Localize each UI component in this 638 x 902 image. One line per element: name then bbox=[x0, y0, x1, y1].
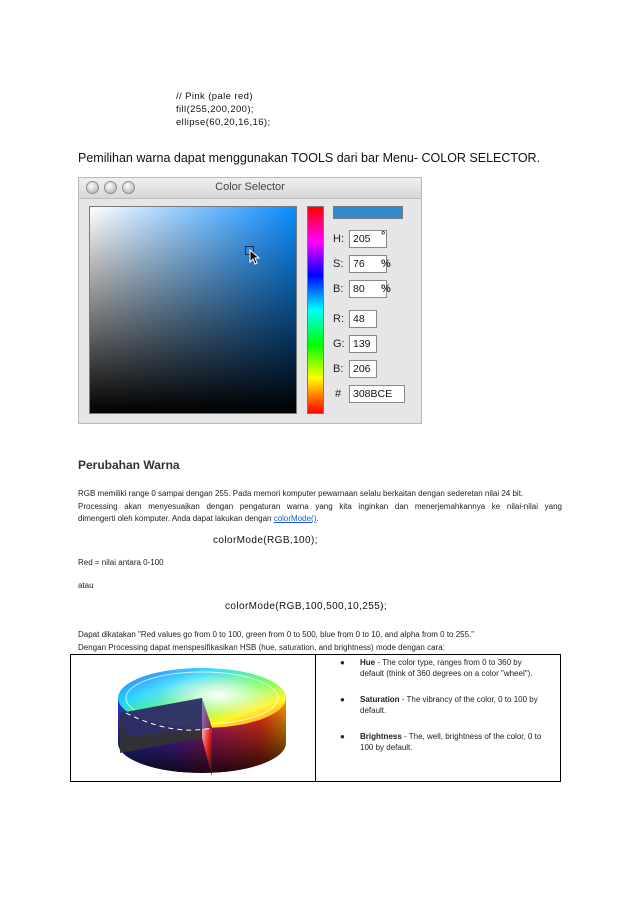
code-line: fill(255,200,200); bbox=[176, 104, 254, 115]
bullet-line bbox=[360, 657, 555, 668]
code-line: // Pink (pale red) bbox=[176, 91, 253, 102]
hex-label: # bbox=[335, 388, 342, 400]
brightness-field[interactable]: 80 bbox=[349, 280, 387, 298]
saturation-unit: % bbox=[381, 258, 391, 270]
list-item bbox=[340, 657, 555, 679]
intro-heading: Pemilihan warna dapat menggunakan TOOLS dari bar Menu- COLOR SELECTOR. bbox=[78, 151, 541, 165]
paragraph-hsb bbox=[78, 629, 568, 654]
bullet-term: Brightness bbox=[360, 732, 402, 741]
red-note: Red = nilai antara 0-100 bbox=[78, 558, 164, 567]
section-heading: Perubahan Warna bbox=[78, 458, 180, 472]
red-label: R: bbox=[333, 313, 344, 325]
bullet-desc: - The, well, brightness of the color, 0 to bbox=[401, 732, 542, 741]
paragraph-rgb bbox=[78, 488, 562, 526]
bullet-term: Saturation bbox=[360, 695, 400, 704]
paragraph-line: Dengan Processing dapat menspesifikasikan HSB (hue, saturation, and brightness) mode dengan cara: bbox=[78, 642, 445, 652]
hue-label: H: bbox=[333, 233, 344, 245]
code-colormode-1: colorMode(RGB,100); bbox=[213, 535, 318, 546]
bullet-line: default (think of 360 degrees on a color "wheel"). bbox=[360, 669, 533, 678]
paragraph-line: RGB memiliki range 0 sampai dengan 255. Pada memori komputer pewarnaan selalu berkaitan dengan sederetan nilai 24 bit. bbox=[78, 489, 524, 498]
bullet-line bbox=[360, 694, 555, 705]
degree-unit: ° bbox=[381, 230, 386, 242]
bullet-dot: ● bbox=[340, 695, 345, 704]
code-line: ellipse(60,20,16,16); bbox=[176, 117, 271, 128]
paragraph-line bbox=[78, 513, 562, 526]
bullet-desc: - The vibrancy of the color, 0 to 100 by bbox=[399, 695, 538, 704]
bullet-desc: - The color type, ranges from 0 to 360 by bbox=[375, 658, 522, 667]
hsb-cylinder-image bbox=[112, 658, 292, 778]
pointer-arrow-icon bbox=[249, 249, 261, 265]
red-field[interactable]: 48 bbox=[349, 310, 377, 328]
blue-field[interactable]: 206 bbox=[349, 360, 377, 378]
paragraph-line: Processing akan menyesuaikan dengan pengaturan warna yang kita inginkan dan menerjemahkannya ke nilai-nilai yang bbox=[78, 501, 562, 511]
hue-slider[interactable] bbox=[307, 206, 324, 414]
bullet-line bbox=[360, 731, 555, 742]
blue-label: B: bbox=[333, 363, 344, 375]
bullet-list bbox=[340, 657, 555, 753]
bullet-dot: ● bbox=[340, 732, 345, 741]
green-label: G: bbox=[333, 338, 345, 350]
window-titlebar bbox=[79, 178, 421, 199]
atau-text: atau bbox=[78, 581, 94, 590]
paragraph-text: dimengerti oleh komputer. Anda dapat lakukan dengan bbox=[78, 514, 274, 523]
bullet-term: Hue bbox=[360, 658, 376, 667]
window-title: Color Selector bbox=[215, 181, 285, 193]
colormode-link[interactable]: colorMode() bbox=[273, 514, 317, 523]
saturation-label: S: bbox=[333, 258, 344, 270]
brightness-unit: % bbox=[381, 283, 391, 295]
green-field[interactable]: 139 bbox=[349, 335, 377, 353]
color-selector-window bbox=[78, 177, 422, 424]
brightness-label: B: bbox=[333, 283, 344, 295]
list-item bbox=[340, 694, 555, 716]
bullet-line: default. bbox=[360, 706, 387, 715]
code-block-top bbox=[176, 90, 270, 129]
bullet-line: 100 by default. bbox=[360, 743, 413, 752]
bullet-dot: ● bbox=[340, 658, 345, 667]
hex-field[interactable]: 308BCE bbox=[349, 385, 405, 403]
saturation-brightness-picker[interactable] bbox=[89, 206, 297, 414]
hue-field[interactable]: 205 bbox=[349, 230, 387, 248]
saturation-field[interactable]: 76 bbox=[349, 255, 387, 273]
color-preview-swatch bbox=[333, 206, 403, 219]
paragraph-text: . bbox=[316, 514, 319, 523]
code-colormode-2: colorMode(RGB,100,500,10,255); bbox=[225, 601, 388, 612]
list-item bbox=[340, 731, 555, 753]
paragraph-line: Dapat dikatakan "Red values go from 0 to 100, green from 0 to 500, blue from 0 to 10, and alpha from 0 to 255." bbox=[78, 630, 475, 639]
table-divider bbox=[315, 654, 316, 782]
